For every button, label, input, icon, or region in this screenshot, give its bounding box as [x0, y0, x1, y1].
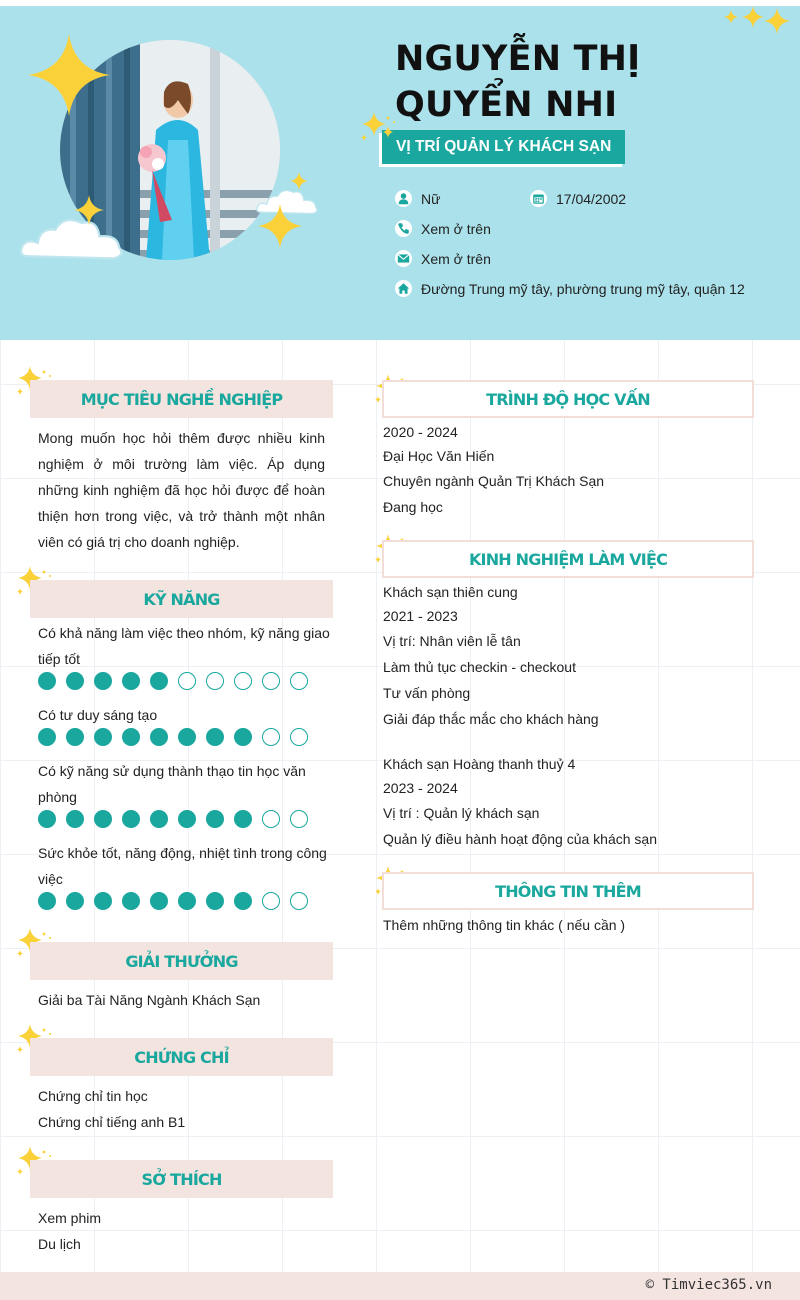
- candidate-name: NGUYỄN THỊ QUYỂN NHI: [395, 39, 641, 125]
- rating-dot-filled: [206, 810, 224, 828]
- education-period: 2020 - 2024: [383, 424, 458, 440]
- extra-info-title: THÔNG TIN THÊM: [382, 872, 754, 910]
- rating-dot-empty: [290, 672, 308, 690]
- skills-title: KỸ NĂNG: [30, 580, 333, 618]
- rating-dot-filled: [94, 810, 112, 828]
- phone-row: [395, 220, 491, 237]
- rating-dot-filled: [178, 728, 196, 746]
- rating-dot-empty: [290, 728, 308, 746]
- skill-name: Có tư duy sáng tạo: [38, 707, 158, 723]
- education-title: TRÌNH ĐỘ HỌC VẤN: [382, 380, 754, 418]
- footer-bar: [0, 1272, 800, 1300]
- objective-text: Mong muốn học hỏi thêm được nhiều kinh nghiệm ở môi trường làm việc. Áp dụng những kinh nghiệm đã học hỏi được để hoàn thiện hơn trong việc, và trở thành một nhân viên có giá trị cho doanh nghiệp.: [38, 430, 325, 550]
- skill-rating: [38, 892, 308, 910]
- job-company: Khách sạn Hoàng thanh thuỷ 4: [383, 756, 576, 772]
- education-status: Đang học: [383, 499, 443, 515]
- rating-dot-filled: [94, 672, 112, 690]
- rating-dot-filled: [122, 810, 140, 828]
- experience-title: KINH NGHIỆM LÀM VIỆC: [382, 540, 754, 578]
- header-top-border: [0, 0, 800, 6]
- job-period: 2021 - 2023: [383, 608, 458, 624]
- rating-dot-empty: [262, 810, 280, 828]
- job-period: 2023 - 2024: [383, 780, 458, 796]
- rating-dot-filled: [122, 728, 140, 746]
- birthdate-value: 17/04/2002: [556, 190, 627, 207]
- rating-dot-filled: [178, 810, 196, 828]
- position-badge: VỊ TRÍ QUẢN LÝ KHÁCH SẠN: [382, 130, 625, 164]
- gender-row: [395, 190, 440, 207]
- awards-title: GIẢI THƯỞNG: [30, 942, 333, 980]
- header-scallop-edge: [0, 300, 800, 360]
- star-decoration: [28, 34, 110, 116]
- certificate-item: Chứng chỉ tin học: [38, 1088, 148, 1104]
- hobby-item: Xem phim: [38, 1210, 102, 1226]
- rating-dot-empty: [178, 672, 196, 690]
- job-role: Vị trí : Quản lý khách sạn: [383, 805, 540, 821]
- rating-dot-filled: [150, 892, 168, 910]
- certificates-title: CHỨNG CHỈ: [30, 1038, 333, 1076]
- rating-dot-empty: [290, 810, 308, 828]
- user-icon: [395, 190, 412, 207]
- job-role: Vị trí: Nhân viên lễ tân: [383, 633, 521, 649]
- home-icon: [395, 280, 412, 297]
- award-item: Giải ba Tài Năng Ngành Khách Sạn: [38, 992, 261, 1008]
- rating-dot-filled: [178, 892, 196, 910]
- hobby-item: Du lịch: [38, 1236, 81, 1252]
- rating-dot-filled: [66, 810, 84, 828]
- skill-name: Sức khỏe tốt, năng động, nhiệt tình trong công việc: [38, 845, 327, 887]
- rating-dot-empty: [262, 672, 280, 690]
- rating-dot-empty: [206, 672, 224, 690]
- rating-dot-filled: [122, 892, 140, 910]
- rating-dot-filled: [234, 810, 252, 828]
- rating-dot-filled: [38, 892, 56, 910]
- job-duty: Giải đáp thắc mắc cho khách hàng: [383, 711, 599, 727]
- rating-dot-filled: [206, 728, 224, 746]
- objective-title: MỤC TIÊU NGHỀ NGHIỆP: [30, 380, 333, 418]
- rating-dot-filled: [150, 810, 168, 828]
- gender-value: Nữ: [421, 190, 441, 207]
- star-decoration: [290, 172, 308, 190]
- birthdate-row: [530, 190, 626, 207]
- phone-value: Xem ở trên: [421, 220, 491, 237]
- education-school: Đại Học Văn Hiến: [383, 448, 495, 464]
- rating-dot-filled: [234, 728, 252, 746]
- address-value: Đường Trung mỹ tây, phường trung mỹ tây, quận 12: [421, 280, 745, 297]
- rating-dot-empty: [262, 892, 280, 910]
- skill-rating: [38, 728, 308, 746]
- rating-dot-filled: [94, 728, 112, 746]
- phone-icon: [395, 220, 412, 237]
- rating-dot-empty: [290, 892, 308, 910]
- rating-dot-empty: [262, 728, 280, 746]
- email-icon: [395, 250, 412, 267]
- job-company: Khách sạn thiên cung: [383, 584, 518, 600]
- skill-name: Có kỹ năng sử dụng thành thạo tin học văn phòng: [38, 763, 306, 805]
- rating-dot-filled: [66, 892, 84, 910]
- rating-dot-filled: [150, 728, 168, 746]
- rating-dot-filled: [38, 672, 56, 690]
- rating-dot-empty: [234, 672, 252, 690]
- sparkle-decoration: [358, 110, 398, 142]
- rating-dot-filled: [122, 672, 140, 690]
- skill-name: Có khả năng làm việc theo nhóm, kỹ năng giao tiếp tốt: [38, 625, 330, 667]
- sparkle-decoration: [724, 6, 790, 36]
- address-row: [395, 280, 745, 297]
- rating-dot-filled: [66, 728, 84, 746]
- job-duty: Làm thủ tục checkin - checkout: [383, 659, 576, 675]
- job-duty: Quản lý điều hành hoạt động của khách sạn: [383, 831, 657, 847]
- hobbies-title: SỞ THÍCH: [30, 1160, 333, 1198]
- extra-info-text: Thêm những thông tin khác ( nếu cần ): [383, 917, 626, 933]
- rating-dot-filled: [234, 892, 252, 910]
- job-duty: Tư vấn phòng: [383, 685, 471, 701]
- certificate-item: Chứng chỉ tiếng anh B1: [38, 1114, 186, 1130]
- header-banner: [0, 0, 800, 340]
- skill-rating: [38, 810, 308, 828]
- star-decoration: [74, 195, 104, 225]
- education-major: Chuyên ngành Quản Trị Khách Sạn: [383, 473, 605, 489]
- email-row: [395, 250, 491, 267]
- rating-dot-filled: [38, 810, 56, 828]
- cloud-decoration: [18, 210, 128, 265]
- star-decoration: [258, 204, 302, 248]
- email-value: Xem ở trên: [421, 250, 491, 267]
- rating-dot-filled: [150, 672, 168, 690]
- footer-credit: © Timviec365.vn: [645, 1277, 772, 1293]
- rating-dot-filled: [206, 892, 224, 910]
- rating-dot-filled: [94, 892, 112, 910]
- skill-rating: [38, 672, 308, 690]
- rating-dot-filled: [38, 728, 56, 746]
- calendar-icon: [530, 190, 547, 207]
- rating-dot-filled: [66, 672, 84, 690]
